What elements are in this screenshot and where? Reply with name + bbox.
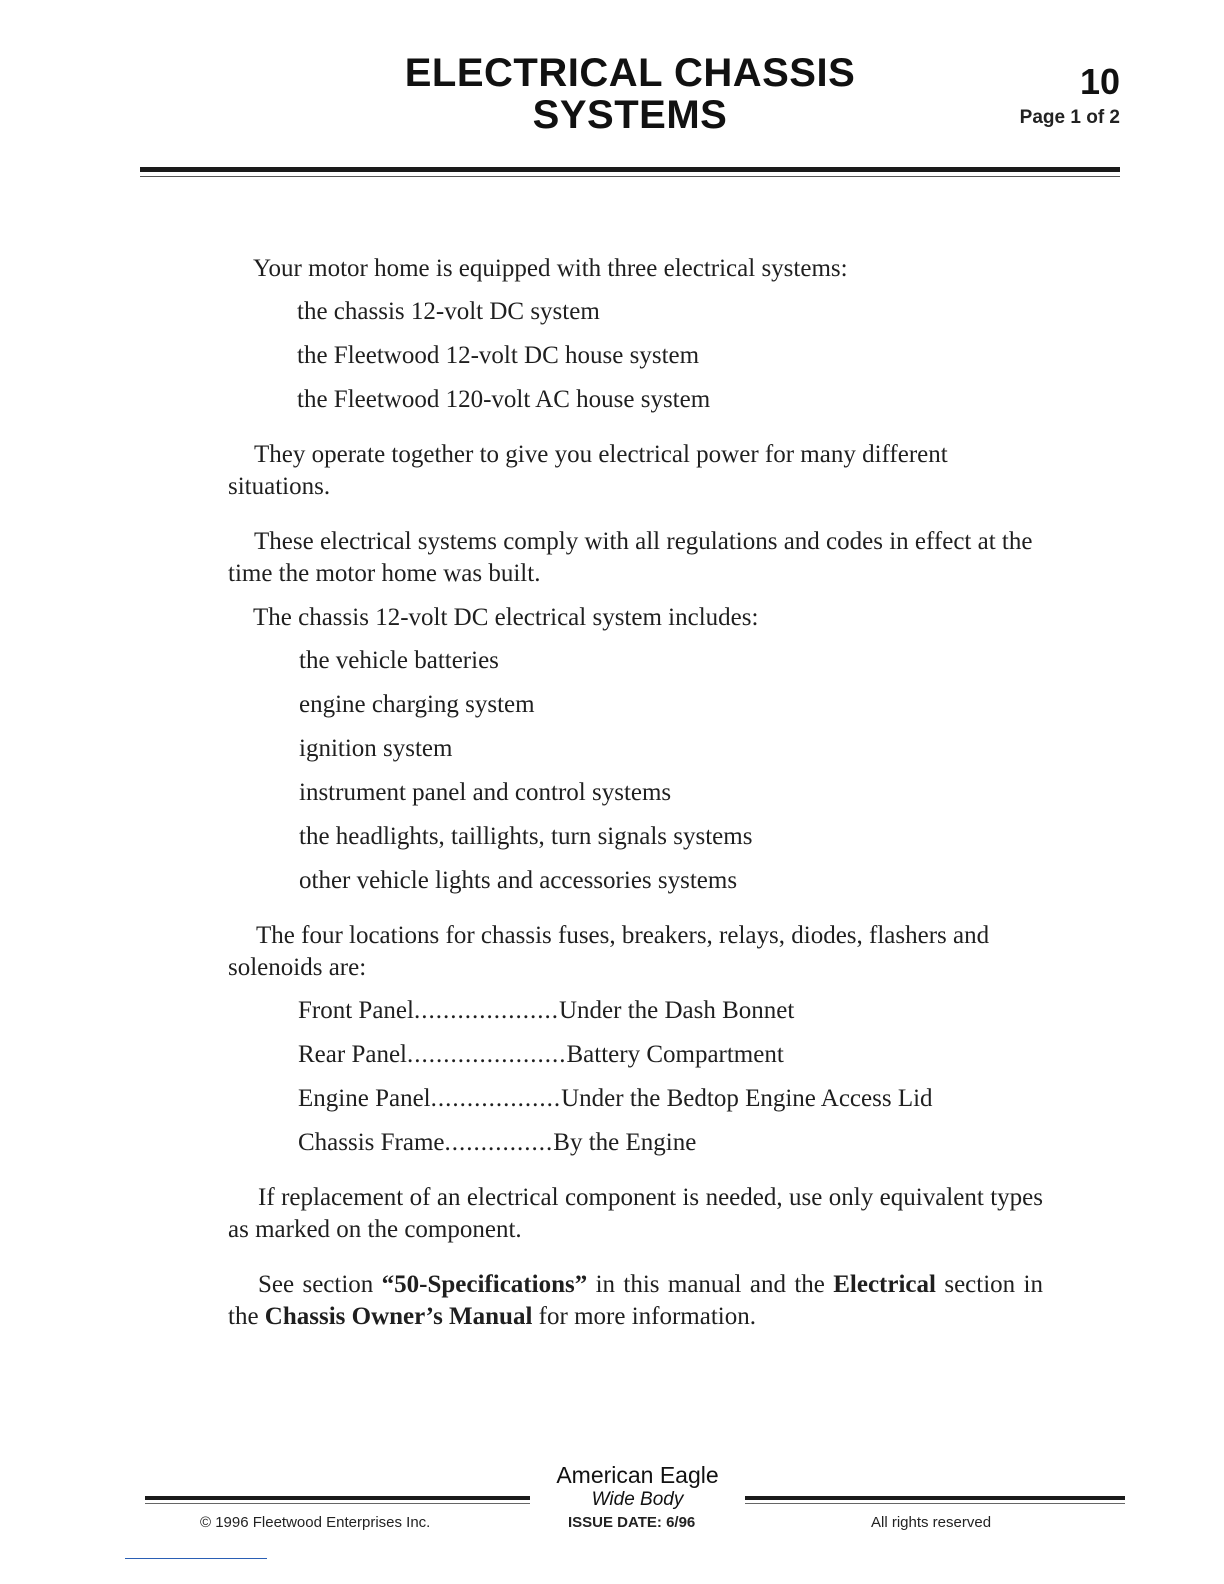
location-row [298, 1083, 933, 1115]
chassis-item: other vehicle lights and accessories systems [299, 867, 738, 894]
intro-lead: Your motor home is equipped with three electrical systems: [253, 255, 848, 282]
location-place: Under the Bedtop Engine Access Lid [561, 1085, 933, 1112]
location-row [298, 1039, 784, 1071]
system-item: the Fleetwood 12-volt DC house system [297, 342, 700, 369]
page-title [390, 52, 870, 136]
footer-rule-left [145, 1496, 530, 1500]
see-also-text: See section [258, 1271, 382, 1298]
chassis-item: engine charging system [299, 691, 535, 718]
footer-rights: All rights reserved [871, 1514, 992, 1531]
location-leader: .................... [413, 997, 559, 1024]
specifications-reference: “50-Specifications” [381, 1271, 588, 1298]
title-line-1: ELECTRICAL CHASSIS [404, 51, 856, 95]
location-row [298, 995, 794, 1027]
paragraph-replacement: If replacement of an electrical component is needed, use only equivalent types as marked on the component. [228, 1184, 1043, 1243]
page-edge-rule [125, 1558, 267, 1559]
location-leader: ............... [444, 1129, 554, 1156]
footer-issue-date: ISSUE DATE: 6/96 [568, 1514, 696, 1531]
chassis-manual-reference: Chassis Owner’s Manual [264, 1303, 533, 1330]
footer-rule-right-thin [745, 1503, 1125, 1504]
header-rule-thin [140, 176, 1120, 177]
electrical-reference: Electrical [833, 1271, 936, 1298]
footer-copyright: © 1996 Fleetwood Enterprises Inc. [200, 1514, 431, 1531]
title-line-2: SYSTEMS [532, 93, 728, 137]
paragraph-see-also [228, 1269, 1043, 1333]
header-rule [140, 167, 1120, 172]
paragraph-operate: They operate together to give you electrical power for many different situations. [228, 441, 948, 500]
system-item: the Fleetwood 120-volt AC house system [297, 386, 711, 413]
system-item: the chassis 12-volt DC system [297, 298, 600, 325]
paragraph-comply: These electrical systems comply with all regulations and codes in effect at the time the motor home was built. [228, 528, 1033, 587]
location-leader: ...................... [406, 1041, 567, 1068]
location-name: Engine Panel [298, 1085, 431, 1112]
location-name: Rear Panel [298, 1041, 407, 1068]
footer-model: Wide Body [591, 1489, 684, 1510]
locations-lead: The four locations for chassis fuses, breakers, relays, diodes, flashers and solenoids are: [228, 922, 990, 981]
location-leader: .................. [430, 1085, 562, 1112]
see-also-text: section in the [228, 1271, 1043, 1330]
chassis-item: ignition system [299, 735, 453, 762]
location-name: Chassis Frame [298, 1129, 445, 1156]
footer-brand: American Eagle [556, 1462, 719, 1488]
chassis-item: instrument panel and control systems [299, 779, 672, 806]
location-place: Under the Dash Bonnet [558, 997, 795, 1024]
footer-rule-left-thin [145, 1503, 530, 1504]
location-place: Battery Compartment [566, 1041, 784, 1068]
location-row [298, 1127, 696, 1159]
footer-rule-right [745, 1496, 1125, 1500]
location-name: Front Panel [298, 997, 414, 1024]
chassis-system-lead: The chassis 12-volt DC electrical system includes: [253, 604, 759, 631]
location-place: By the Engine [553, 1129, 697, 1156]
see-also-text: for more information. [532, 1303, 756, 1330]
chassis-item: the vehicle batteries [299, 647, 499, 674]
page-indicator: Page 1 of 2 [1019, 107, 1120, 128]
chassis-item: the headlights, taillights, turn signals systems [299, 823, 753, 850]
see-also-text: in this manual and the [587, 1271, 834, 1298]
chapter-number: 10 [1079, 61, 1120, 102]
